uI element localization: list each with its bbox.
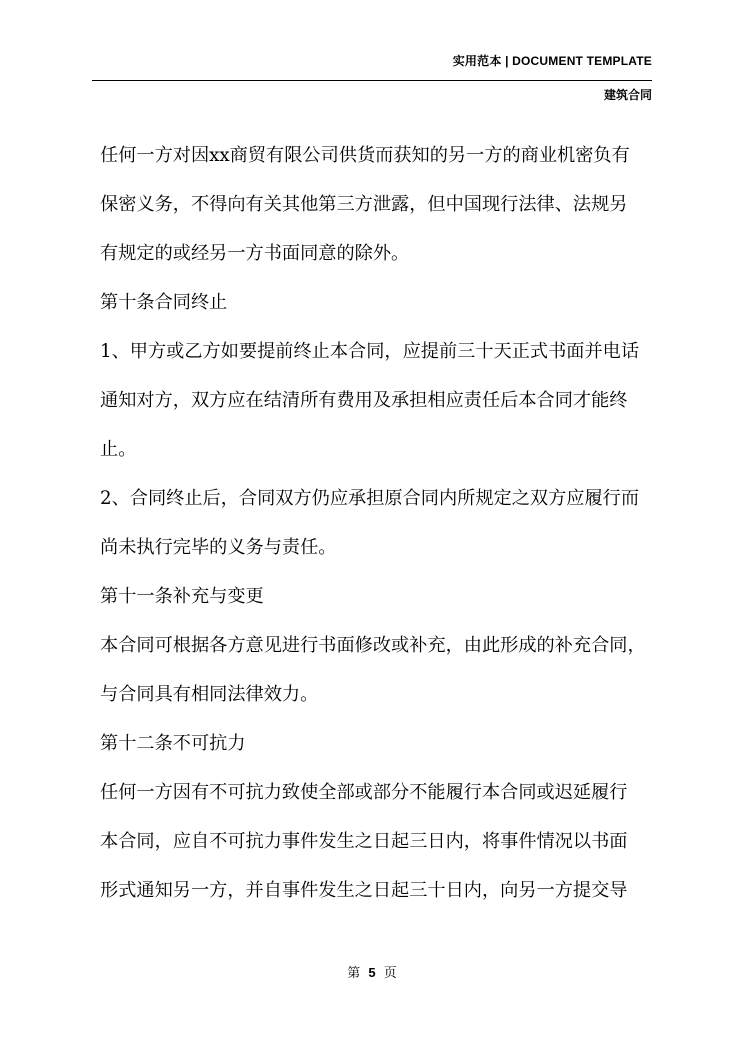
body-line: 与合同具有相同法律效力。 [100, 684, 319, 705]
body-line: 尚未执行完毕的义务与责任。 [100, 537, 337, 558]
body-line: 任何一方因有不可抗力致使全部或部分不能履行本合同或迟延履行 [100, 782, 628, 803]
body-line: 形式通知另一方，并自事件发生之日起三十日内，向另一方提交导 [100, 880, 628, 901]
document-header-subtitle: 建筑合同 [603, 88, 652, 102]
section-heading: 第十二条不可抗力 [100, 733, 246, 754]
body-line: 1、甲方或乙方如要提前终止本合同，应提前三十天正式书面并电话 [100, 341, 640, 362]
page-label-prefix: 第 [347, 966, 361, 981]
section-heading: 第十条合同终止 [100, 292, 228, 313]
page-footer [0, 962, 744, 981]
body-line: 有规定的或经另一方书面同意的除外。 [100, 243, 410, 264]
page-label-suffix: 页 [383, 966, 397, 981]
body-line: 通知对方，双方应在结清所有费用及承担相应责任后本合同才能终 [100, 390, 628, 411]
body-line: 止。 [100, 439, 137, 460]
header-divider [92, 80, 652, 81]
body-line: 本合同可根据各方意见进行书面修改或补充，由此形成的补充合同， [100, 635, 646, 656]
body-line: 2、合同终止后，合同双方仍应承担原合同内所规定之双方应履行而 [100, 488, 640, 509]
body-line: 保密义务，不得向有关其他第三方泄露，但中国现行法律、法规另 [100, 194, 628, 215]
body-line: 本合同，应自不可抗力事件发生之日起三日内，将事件情况以书面 [100, 831, 628, 852]
body-line: 任何一方对因xx商贸有限公司供货而获知的另一方的商业机密负有 [100, 145, 630, 166]
section-heading: 第十一条补充与变更 [100, 586, 264, 607]
page-number: 5 [368, 965, 376, 980]
document-body [100, 131, 665, 915]
document-header-title: 实用范本 | DOCUMENT TEMPLATE [452, 54, 652, 68]
